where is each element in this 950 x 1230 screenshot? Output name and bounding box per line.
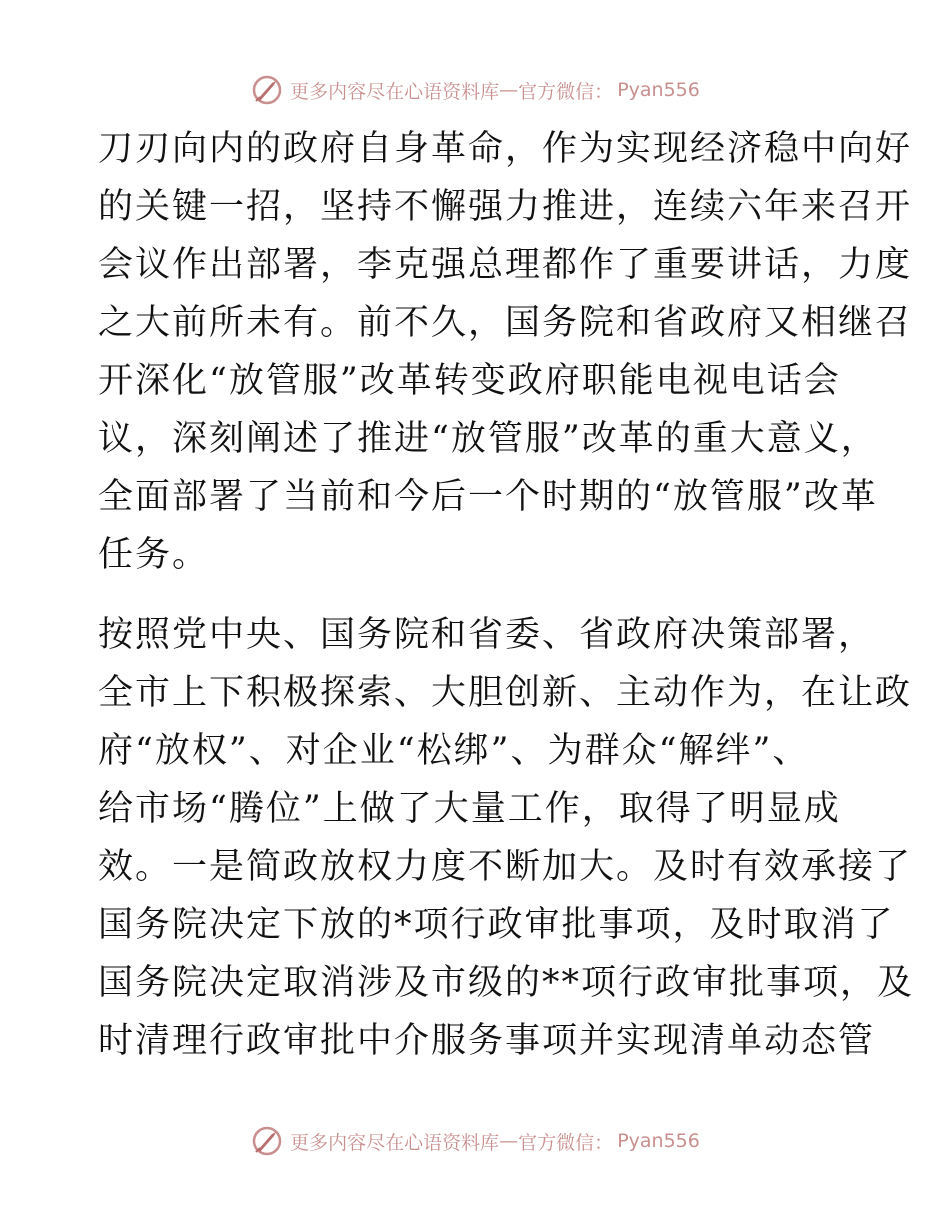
text-line: 给市场“腾位”上做了大量工作，取得了明显成 <box>98 789 841 829</box>
text-line: 议，深刻阐述了推进“放管服”改革的重大意义， <box>98 419 878 459</box>
text-line: 按照党中央、国务院和省委、省政府决策部署， <box>98 615 876 655</box>
footer-watermark <box>0 1121 950 1161</box>
watermark-wechat-id: Pyan556 <box>617 79 700 101</box>
watermark-separator: — <box>499 1130 519 1152</box>
text-line: 国务院决定取消涉及市级的**项行政审批事项，及 <box>98 963 915 1003</box>
text-line: 任务。 <box>98 535 210 575</box>
paragraph-2 <box>98 606 915 1070</box>
text-line: 时清理行政审批中介服务事项并实现清单动态管 <box>98 1021 876 1061</box>
text-line: 国务院决定下放的*项行政审批事项，及时取消了 <box>98 905 895 945</box>
quill-logo-icon <box>250 1124 284 1158</box>
text-line: 刀刃向内的政府自身革命，作为实现经济稳中向好 <box>98 129 913 169</box>
watermark-main-text: 更多内容尽在心语资料库 <box>290 80 500 103</box>
text-line: 之大前所未有。前不久，国务院和省政府又相继召 <box>98 303 913 343</box>
header-watermark <box>0 70 950 110</box>
text-line: 会议作出部署，李克强总理都作了重要讲话，力度 <box>98 245 913 285</box>
text-line: 全面部署了当前和今后一个时期的“放管服”改革 <box>98 477 878 517</box>
paragraph-1 <box>98 120 913 584</box>
watermark-main-text: 更多内容尽在心语资料库 <box>290 1131 500 1154</box>
text-line: 开深化“放管服”改革转变政府职能电视电话会 <box>98 361 841 401</box>
watermark-wechat-id: Pyan556 <box>617 1130 700 1152</box>
watermark-separator: — <box>499 79 519 101</box>
text-line: 全市上下积极探索、大胆创新、主动作为，在让政 <box>98 673 913 713</box>
text-line: 府“放权”、对企业“松绑”、为群众“解绊”、 <box>98 731 810 771</box>
text-line: 的关键一招，坚持不懈强力推进，连续六年来召开 <box>98 187 913 227</box>
document-body <box>98 120 915 1070</box>
watermark-wechat-label: 官方微信： <box>518 1131 614 1154</box>
quill-logo-icon <box>250 73 284 107</box>
text-line: 效。一是简政放权力度不断加大。及时有效承接了 <box>98 847 913 887</box>
watermark-wechat-label: 官方微信： <box>518 80 614 103</box>
